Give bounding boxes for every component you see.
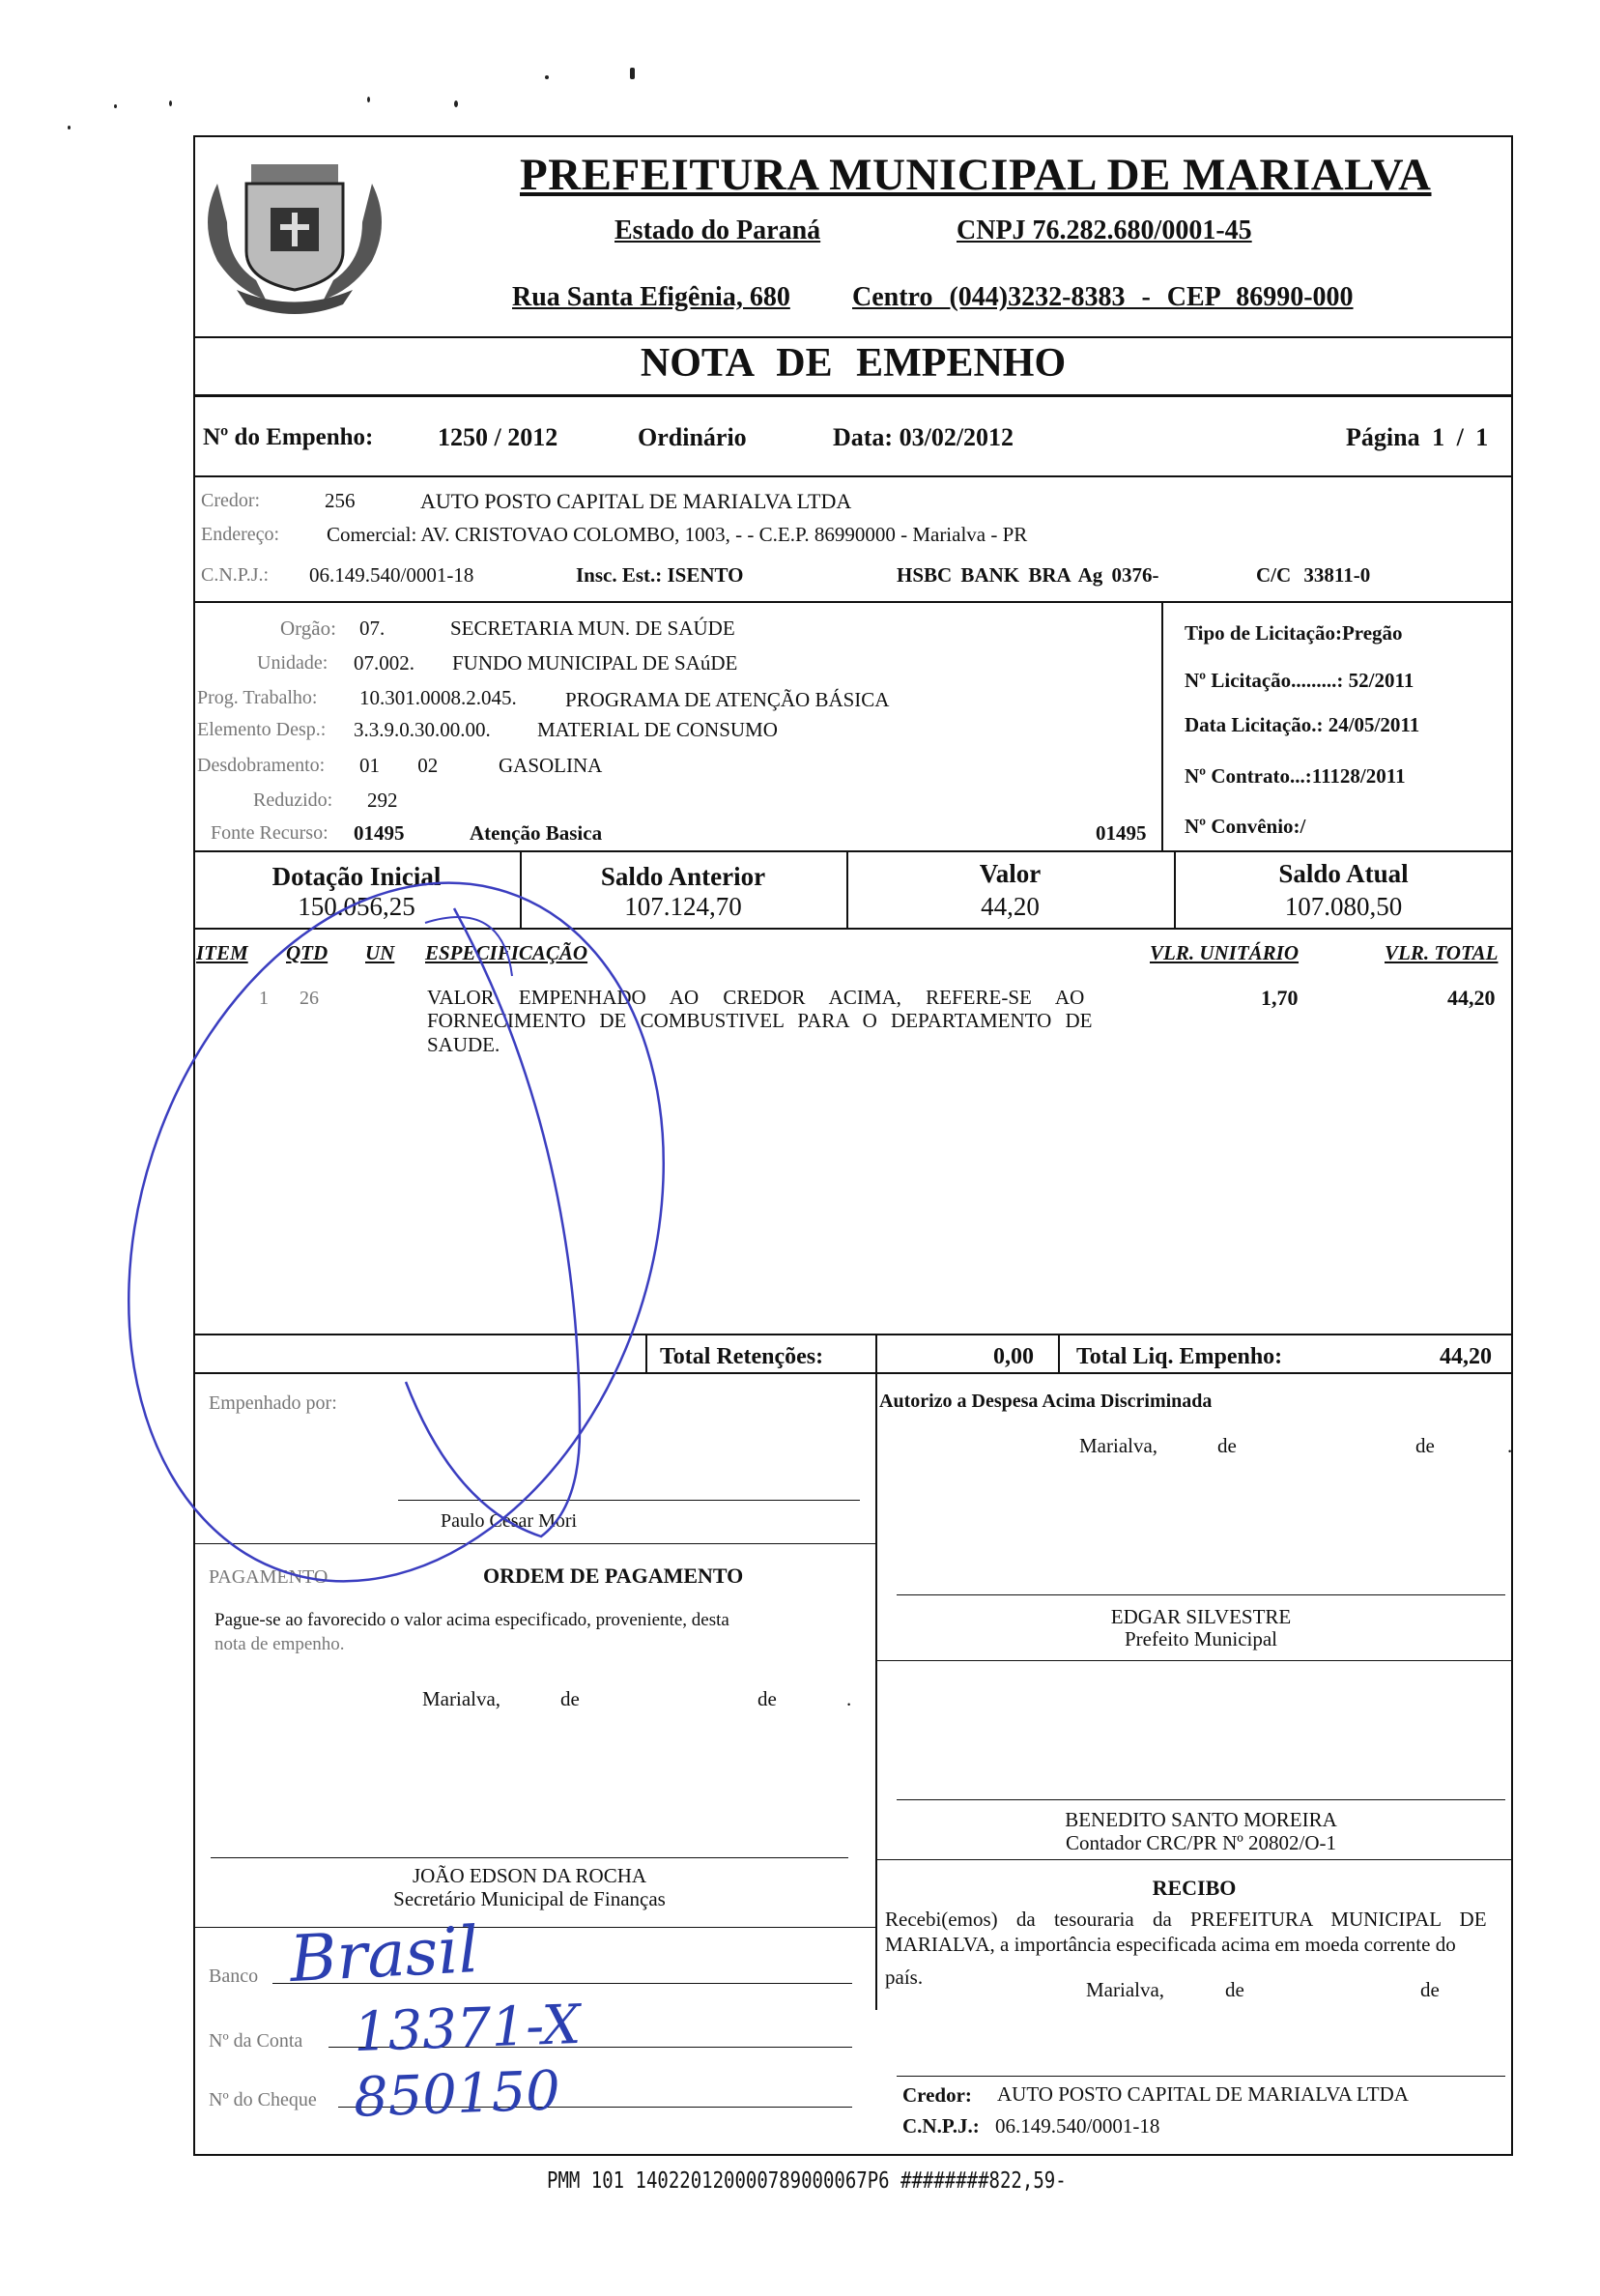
total-retencoes-label: Total Retenções: xyxy=(660,1344,824,1369)
insc-estadual: Insc. Est.: ISENTO xyxy=(576,563,744,587)
empenhado-por-name: Paulo César Mori xyxy=(441,1510,578,1532)
municipal-coat-of-arms-logo xyxy=(198,145,391,319)
scan-speck xyxy=(545,75,549,79)
pagamento-dot: . xyxy=(846,1687,852,1710)
scan-speck xyxy=(169,100,172,106)
credor-code: 256 xyxy=(325,489,356,512)
empenho-type: Ordinário xyxy=(638,423,747,451)
dotacao-inicial-label: Dotação Inicial xyxy=(271,862,442,891)
scan-speck xyxy=(114,104,117,108)
divider xyxy=(193,1543,875,1544)
numero-licitacao: Nº Licitação.........: 52/2011 xyxy=(1185,669,1414,692)
valor-value: 44,20 xyxy=(981,892,1040,921)
contador-role: Contador CRC/PR Nº 20802/O-1 xyxy=(1065,1831,1337,1854)
autorizo-title: Autorizo a Despesa Acima Discriminada xyxy=(879,1391,1213,1412)
cheque-handwritten: 850150 xyxy=(352,2059,561,2130)
signature-line xyxy=(897,2076,1505,2077)
unidade-name: FUNDO MUNICIPAL DE SAúDE xyxy=(452,651,738,674)
programa-code: 10.301.0008.2.045. xyxy=(359,686,517,709)
conta-label: Nº da Conta xyxy=(209,2030,303,2052)
col-item: ITEM xyxy=(196,941,248,964)
item-desc-line3: SAUDE. xyxy=(427,1033,500,1056)
state-name: Estado do Paraná xyxy=(614,215,821,245)
item-qtd: 26 xyxy=(300,988,319,1009)
divider xyxy=(193,336,1513,338)
saldo-atual-value: 107.080,50 xyxy=(1284,892,1403,921)
credor-address: Comercial: AV. CRISTOVAO COLOMBO, 1003, - - C.E.P. 86990000 - Marialva - PR xyxy=(327,523,1028,546)
unidade-code: 07.002. xyxy=(354,651,414,674)
unidade-label: Unidade: xyxy=(257,652,329,674)
pagamento-de2: de xyxy=(757,1687,777,1710)
banco-handwritten: Brasil xyxy=(288,1911,481,1997)
orgao-code: 07. xyxy=(359,617,386,640)
autorizo-de1: de xyxy=(1217,1434,1237,1457)
empenho-number-label: Nº do Empenho: xyxy=(203,424,374,450)
programa-label: Prog. Trabalho: xyxy=(197,687,318,708)
saldo-anterior-value: 107.124,70 xyxy=(624,892,742,921)
empenho-date: Data: 03/02/2012 xyxy=(833,423,1014,451)
fonte-code: 01495 xyxy=(354,821,405,845)
autorizo-dot: . xyxy=(1507,1434,1513,1457)
col-especificacao: ESPECIFICAÇÃO xyxy=(425,941,588,964)
signature-line xyxy=(398,1500,860,1501)
elemento-label: Elemento Desp.: xyxy=(197,719,327,740)
elemento-code: 3.3.9.0.30.00.00. xyxy=(354,718,491,741)
recibo-text-1: Recebi(emos) da tesouraria da PREFEITURA MUNICIPAL DE xyxy=(885,1908,1487,1931)
ordem-pagamento-title: ORDEM DE PAGAMENTO xyxy=(483,1564,744,1588)
bank-agency: HSBC BANK BRA Ag 0376- xyxy=(897,563,1159,587)
recibo-de1: de xyxy=(1225,1978,1244,2001)
item-desc-line1: VALOR EMPENHADO AO CREDOR ACIMA, REFERE-SE AO xyxy=(427,986,1085,1009)
page-number: Página 1 / 1 xyxy=(1346,423,1489,451)
address-label: Endereço: xyxy=(201,524,280,545)
divider xyxy=(875,1660,1513,1661)
recibo-title: RECIBO xyxy=(1152,1876,1237,1900)
recibo-credor-name: AUTO POSTO CAPITAL DE MARIALVA LTDA xyxy=(997,2082,1409,2106)
fonte-code-right: 01495 xyxy=(1096,821,1147,845)
recibo-de2: de xyxy=(1420,1978,1440,2001)
autorizo-place: Marialva, xyxy=(1079,1434,1158,1457)
divider xyxy=(193,1334,1513,1335)
fonte-name: Atenção Basica xyxy=(470,821,603,845)
credor-label: Credor: xyxy=(201,490,261,511)
item-unit-value: 1,70 xyxy=(1261,986,1299,1010)
cheque-label: Nº do Cheque xyxy=(209,2089,317,2110)
total-liquido-value: 44,20 xyxy=(1440,1344,1492,1369)
divider xyxy=(875,1334,877,1372)
credor-cnpj: 06.149.540/0001-18 xyxy=(309,563,474,587)
signature-line xyxy=(211,1857,848,1858)
pagamento-text-2: nota de empenho. xyxy=(214,1634,345,1654)
orgao-label: Orgão: xyxy=(280,617,336,640)
footer-code: PMM 101 140220120000789000067P6 ########822,59- xyxy=(547,2167,1067,2195)
document-title: NOTA DE EMPENHO xyxy=(640,341,1067,386)
total-retencoes-value: 0,00 xyxy=(993,1344,1034,1369)
prefeito-name: EDGAR SILVESTRE xyxy=(1110,1605,1292,1628)
signature-line xyxy=(897,1594,1505,1595)
item-desc-line2: FORNECIMENTO DE COMBUSTIVEL PARA O DEPARTAMENTO DE xyxy=(427,1009,1093,1032)
scan-speck xyxy=(68,126,71,129)
saldo-atual-label: Saldo Atual xyxy=(1278,859,1409,888)
pagamento-label: PAGAMENTO xyxy=(209,1566,329,1588)
pagamento-de1: de xyxy=(560,1687,580,1710)
scan-speck xyxy=(367,97,370,102)
total-liquido-label: Total Liq. Empenho: xyxy=(1076,1344,1283,1369)
recibo-cnpj: 06.149.540/0001-18 xyxy=(995,2114,1160,2138)
divider xyxy=(193,850,1513,852)
divider xyxy=(1161,601,1163,850)
empenhado-por-label: Empenhado por: xyxy=(209,1392,337,1414)
divider xyxy=(193,1372,1513,1374)
autorizo-de2: de xyxy=(1415,1434,1435,1457)
scan-speck xyxy=(454,100,458,107)
secretario-name: JOÃO EDSON DA ROCHA xyxy=(412,1864,647,1887)
divider xyxy=(1058,1334,1060,1372)
prefeito-role: Prefeito Municipal xyxy=(1124,1627,1278,1650)
divider xyxy=(193,928,1513,930)
reduzido-label: Reduzido: xyxy=(253,789,333,811)
header-address: Rua Santa Efigênia, 680 xyxy=(512,282,790,312)
numero-contrato: Nº Contrato...:11128/2011 xyxy=(1185,764,1406,788)
fonte-label: Fonte Recurso: xyxy=(211,822,329,844)
recibo-text-3: país. xyxy=(885,1966,924,1989)
desdobramento-name: GASOLINA xyxy=(499,754,603,777)
reduzido-value: 292 xyxy=(367,789,398,812)
prefeitura-title: PREFEITURA MUNICIPAL DE MARIALVA xyxy=(520,150,1432,200)
tipo-licitacao: Tipo de Licitação:Pregão xyxy=(1185,621,1403,645)
divider xyxy=(875,1859,1513,1860)
pagamento-text-1: Pague-se ao favorecido o valor acima especificado, proveniente, desta xyxy=(214,1610,729,1630)
recibo-cnpj-label: C.N.P.J.: xyxy=(902,2114,980,2138)
saldo-anterior-label: Saldo Anterior xyxy=(600,862,766,891)
col-vlr-unitario: VLR. UNITÁRIO xyxy=(1150,941,1300,964)
desdobramento-code: 01 02 xyxy=(359,754,439,777)
empenho-number: 1250 / 2012 xyxy=(438,423,558,451)
col-vlr-total: VLR. TOTAL xyxy=(1385,941,1499,964)
divider xyxy=(645,1334,647,1372)
recibo-credor-label: Credor: xyxy=(902,2083,972,2107)
credor-name: AUTO POSTO CAPITAL DE MARIALVA LTDA xyxy=(420,489,852,513)
data-licitacao: Data Licitação.: 24/05/2011 xyxy=(1185,713,1420,736)
divider xyxy=(193,601,1513,603)
dotacao-inicial-value: 150.056,25 xyxy=(298,892,415,921)
scan-speck xyxy=(630,68,635,79)
conta-handwritten: 13371-X xyxy=(352,1993,582,2065)
header-cnpj: CNPJ 76.282.680/0001-45 xyxy=(957,215,1252,245)
pagamento-place: Marialva, xyxy=(422,1687,501,1710)
elemento-name: MATERIAL DE CONSUMO xyxy=(537,718,778,741)
divider xyxy=(193,394,1513,397)
divider xyxy=(193,475,1513,477)
recibo-place: Marialva, xyxy=(1086,1978,1165,2001)
credor-cnpj-label: C.N.P.J.: xyxy=(201,564,270,586)
recibo-text-2: MARIALVA, a importância especificada acima em moeda corrente do xyxy=(885,1933,1456,1956)
header-contact: Centro (044)3232-8383 - CEP 86990-000 xyxy=(852,282,1354,312)
orgao-name: SECRETARIA MUN. DE SAÚDE xyxy=(450,617,735,640)
banco-label: Banco xyxy=(209,1966,259,1987)
valor-label: Valor xyxy=(979,859,1042,888)
item-total-value: 44,20 xyxy=(1447,986,1496,1010)
divider xyxy=(875,1372,877,2010)
secretario-role: Secretário Municipal de Finanças xyxy=(393,1887,666,1910)
contador-name: BENEDITO SANTO MOREIRA xyxy=(1065,1808,1337,1831)
desdobramento-label: Desdobramento: xyxy=(197,755,326,776)
programa-name: PROGRAMA DE ATENÇÃO BÁSICA xyxy=(565,688,890,711)
col-qtd: QTD xyxy=(286,941,329,964)
bank-account: C/C 33811-0 xyxy=(1256,563,1371,587)
col-un: UN xyxy=(365,941,395,964)
signature-line xyxy=(897,1799,1505,1800)
item-number: 1 xyxy=(259,988,269,1009)
numero-convenio: Nº Convênio:/ xyxy=(1185,815,1306,838)
